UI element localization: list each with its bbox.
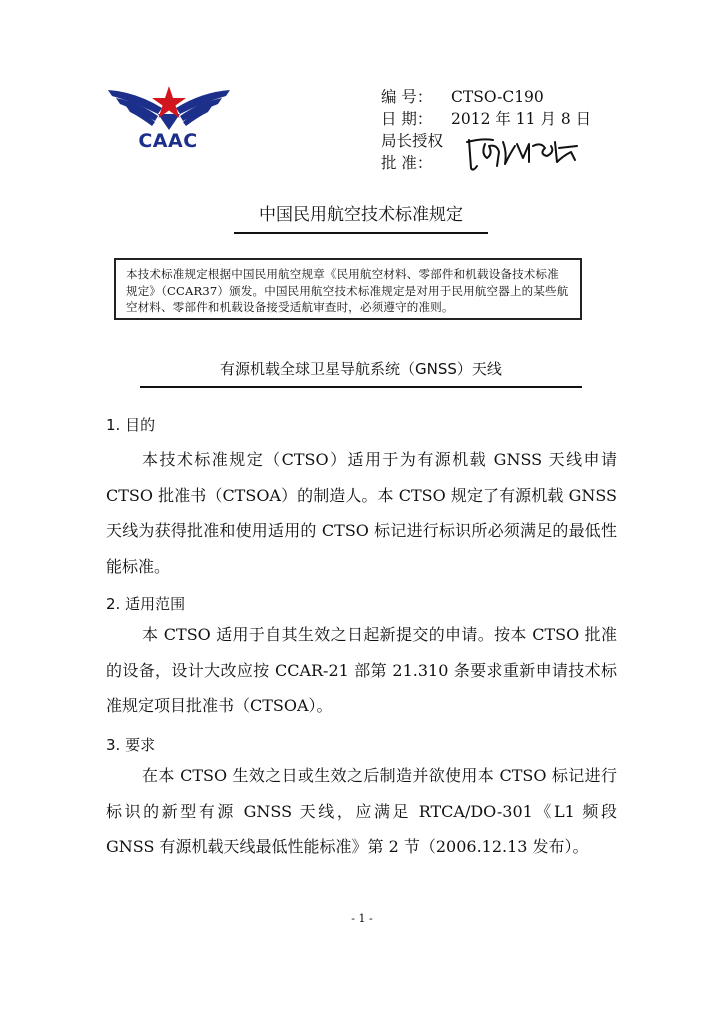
date-label: 日 期： bbox=[381, 110, 433, 128]
number-label: 编 号： bbox=[381, 88, 433, 106]
authority-label: 局长授权 bbox=[381, 132, 444, 150]
subject-title: 有源机载全球卫星导航系统（GNSS）天线 bbox=[220, 360, 502, 378]
number-value: CTSO-C190 bbox=[451, 88, 544, 106]
title-underline bbox=[234, 232, 488, 234]
meta-number-row bbox=[381, 86, 591, 108]
section-text-requirements: 在本 CTSO 生效之日或生效之后制造并欲使用本 CTSO 标记进行标识的新型有源 GNSS 天线，应满足 RTCA/DO-301《L1 频段 GNSS 有源机载天线最低性能标准》第 2 节（2006.12.13 发布）。 bbox=[106, 766, 617, 856]
caac-wings-star-icon bbox=[106, 84, 232, 132]
approve-label: 批 准： bbox=[381, 154, 433, 172]
caac-logo bbox=[106, 84, 232, 154]
section-heading-requirements: 3. 要求 bbox=[106, 736, 156, 754]
section-heading-scope: 2. 适用范围 bbox=[106, 595, 186, 613]
date-value: 2012 年 11 月 8 日 bbox=[451, 110, 592, 128]
subject-underline bbox=[140, 386, 582, 388]
section-heading-purpose: 1. 目的 bbox=[106, 416, 156, 434]
page-number: - 1 - bbox=[351, 912, 373, 925]
signature-image bbox=[463, 132, 583, 174]
meta-date-row bbox=[381, 108, 591, 130]
page-title: 中国民用航空技术标准规定 bbox=[259, 205, 463, 225]
notice-box: 本技术标准规定根据中国民用航空规章《民用航空材料、零部件和机载设备技术标准规定》（CCAR37）颁发。中国民用航空技术标准规定是对用于民用航空器上的某些航空材料、零部件和机载设备接受适航审查时，必须遵守的准则。 bbox=[114, 258, 582, 320]
logo-text: CAAC bbox=[138, 130, 198, 152]
section-text-purpose: 本技术标准规定（CTSO）适用于为有源机载 GNSS 天线申请 CTSO 批准书（CTSOA）的制造人。本 CTSO 规定了有源机载 GNSS 天线为获得批准和使用适用的 CTSO 标记进行标识所必须满足的最低性能标准。 bbox=[106, 450, 617, 576]
section-text-scope: 本 CTSO 适用于自其生效之日起新提交的申请。按本 CTSO 批准的设备，设计大改应按 CCAR-21 部第 21.310 条要求重新申请技术标准规定项目批准书（CTSOA）。 bbox=[106, 625, 617, 715]
